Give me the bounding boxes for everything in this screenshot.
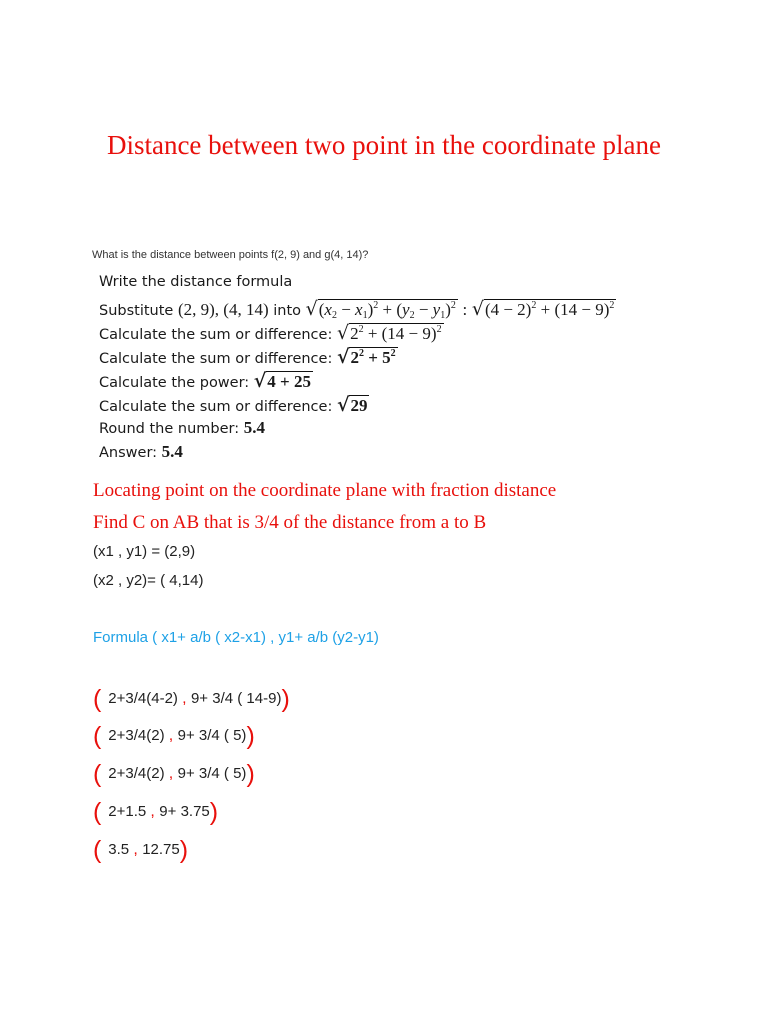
step-substitute: Substitute (2, 9), (4, 14) into $√(x_2 - x_1)^2 + (y_2 - y_1)^2$ : $√(4 - 2)^2 + (14 - 9)^2$ [99,298,615,321]
open-paren: ( [93,685,109,713]
comma: , [150,803,160,820]
calc-right: 9+ 3/4 ( 14-9) [190,690,282,707]
question-text: What is the distance between points f(2, 9) and g(4, 14)? [92,249,369,261]
substitute-into: into [273,303,302,319]
calc-left: 2+3/4(4-2) [108,690,183,707]
calc-right: 9+ 3/4 ( 5) [177,727,247,744]
calc-2-label: Calculate the sum or difference: [99,351,333,367]
calc-row [93,794,219,826]
open-paren: ( [93,798,109,826]
calc-row [93,756,255,788]
power-expr: √4 + 25 [253,370,311,392]
point-2: (x2 , y2)= ( 4,14) [93,572,204,589]
open-paren: ( [93,760,109,788]
calc-right: 9+ 3.75 [159,803,210,820]
step-calc-1 [99,322,444,344]
calc-right: 9+ 3/4 ( 5) [177,765,247,782]
calc-row [93,718,255,750]
page-title: Distance between two point in the coordinate plane [106,130,662,160]
section-subheading: Find C on AB that is 3/4 of the distance from a to B [93,512,487,533]
calc-2-expr: $√2^2 + 5^2$ [336,346,396,368]
close-paren: ) [246,722,255,750]
comma: , [182,690,191,707]
step-write-formula: Write the distance formula [99,274,293,290]
point-1: (x1 , y1) = (2,9) [93,543,196,560]
section-heading: Locating point on the coordinate plane with fraction distance [93,480,557,501]
calc-row [93,832,189,864]
comma: , [168,765,178,782]
distance-formula: $√(x_2 - x_1)^2 + (y_2 - y_1)^2$ [305,298,456,321]
close-paren: ) [281,685,290,713]
calc-left: 2+3/4(2) [108,765,169,782]
comma: , [168,727,178,744]
substitute-label: Substitute [99,303,174,319]
calc-1-label: Calculate the sum or difference: [99,327,333,343]
calc-3-expr: √29 [336,394,368,416]
step-round [99,418,265,438]
open-paren: ( [93,722,109,750]
open-paren: ( [93,836,109,864]
calc-left: 3.5 [108,841,134,858]
power-label: Calculate the power: [99,375,250,391]
round-value: 5.4 [243,418,265,437]
round-label: Round the number: [99,421,240,437]
close-paren: ) [179,836,189,864]
step-answer [99,442,183,462]
comma: , [133,841,143,858]
calc-right: 12.75 [142,841,180,858]
calc-left: 2+1.5 [108,803,151,820]
substituted-formula: $√(4 - 2)^2 + (14 - 9)^2$ [471,298,615,320]
calc-3-label: Calculate the sum or difference: [99,399,333,415]
calc-row [93,681,290,713]
calc-1-expr: $√2^2 + (14 - 9)^2$ [336,322,442,344]
calc-left: 2+3/4(2) [108,727,169,744]
close-paren: ) [246,760,255,788]
step-calc-2 [99,346,398,368]
formula-line: Formula ( x1+ a/b ( x2-x1) , y1+ a/b (y2-y1) [93,629,379,646]
close-paren: ) [209,798,219,826]
substitute-points: (2, 9), (4, 14) [177,300,269,319]
step-power [99,370,313,392]
answer-label: Answer: [99,445,158,461]
step-calc-3 [99,394,369,416]
answer-value: 5.4 [161,442,183,461]
